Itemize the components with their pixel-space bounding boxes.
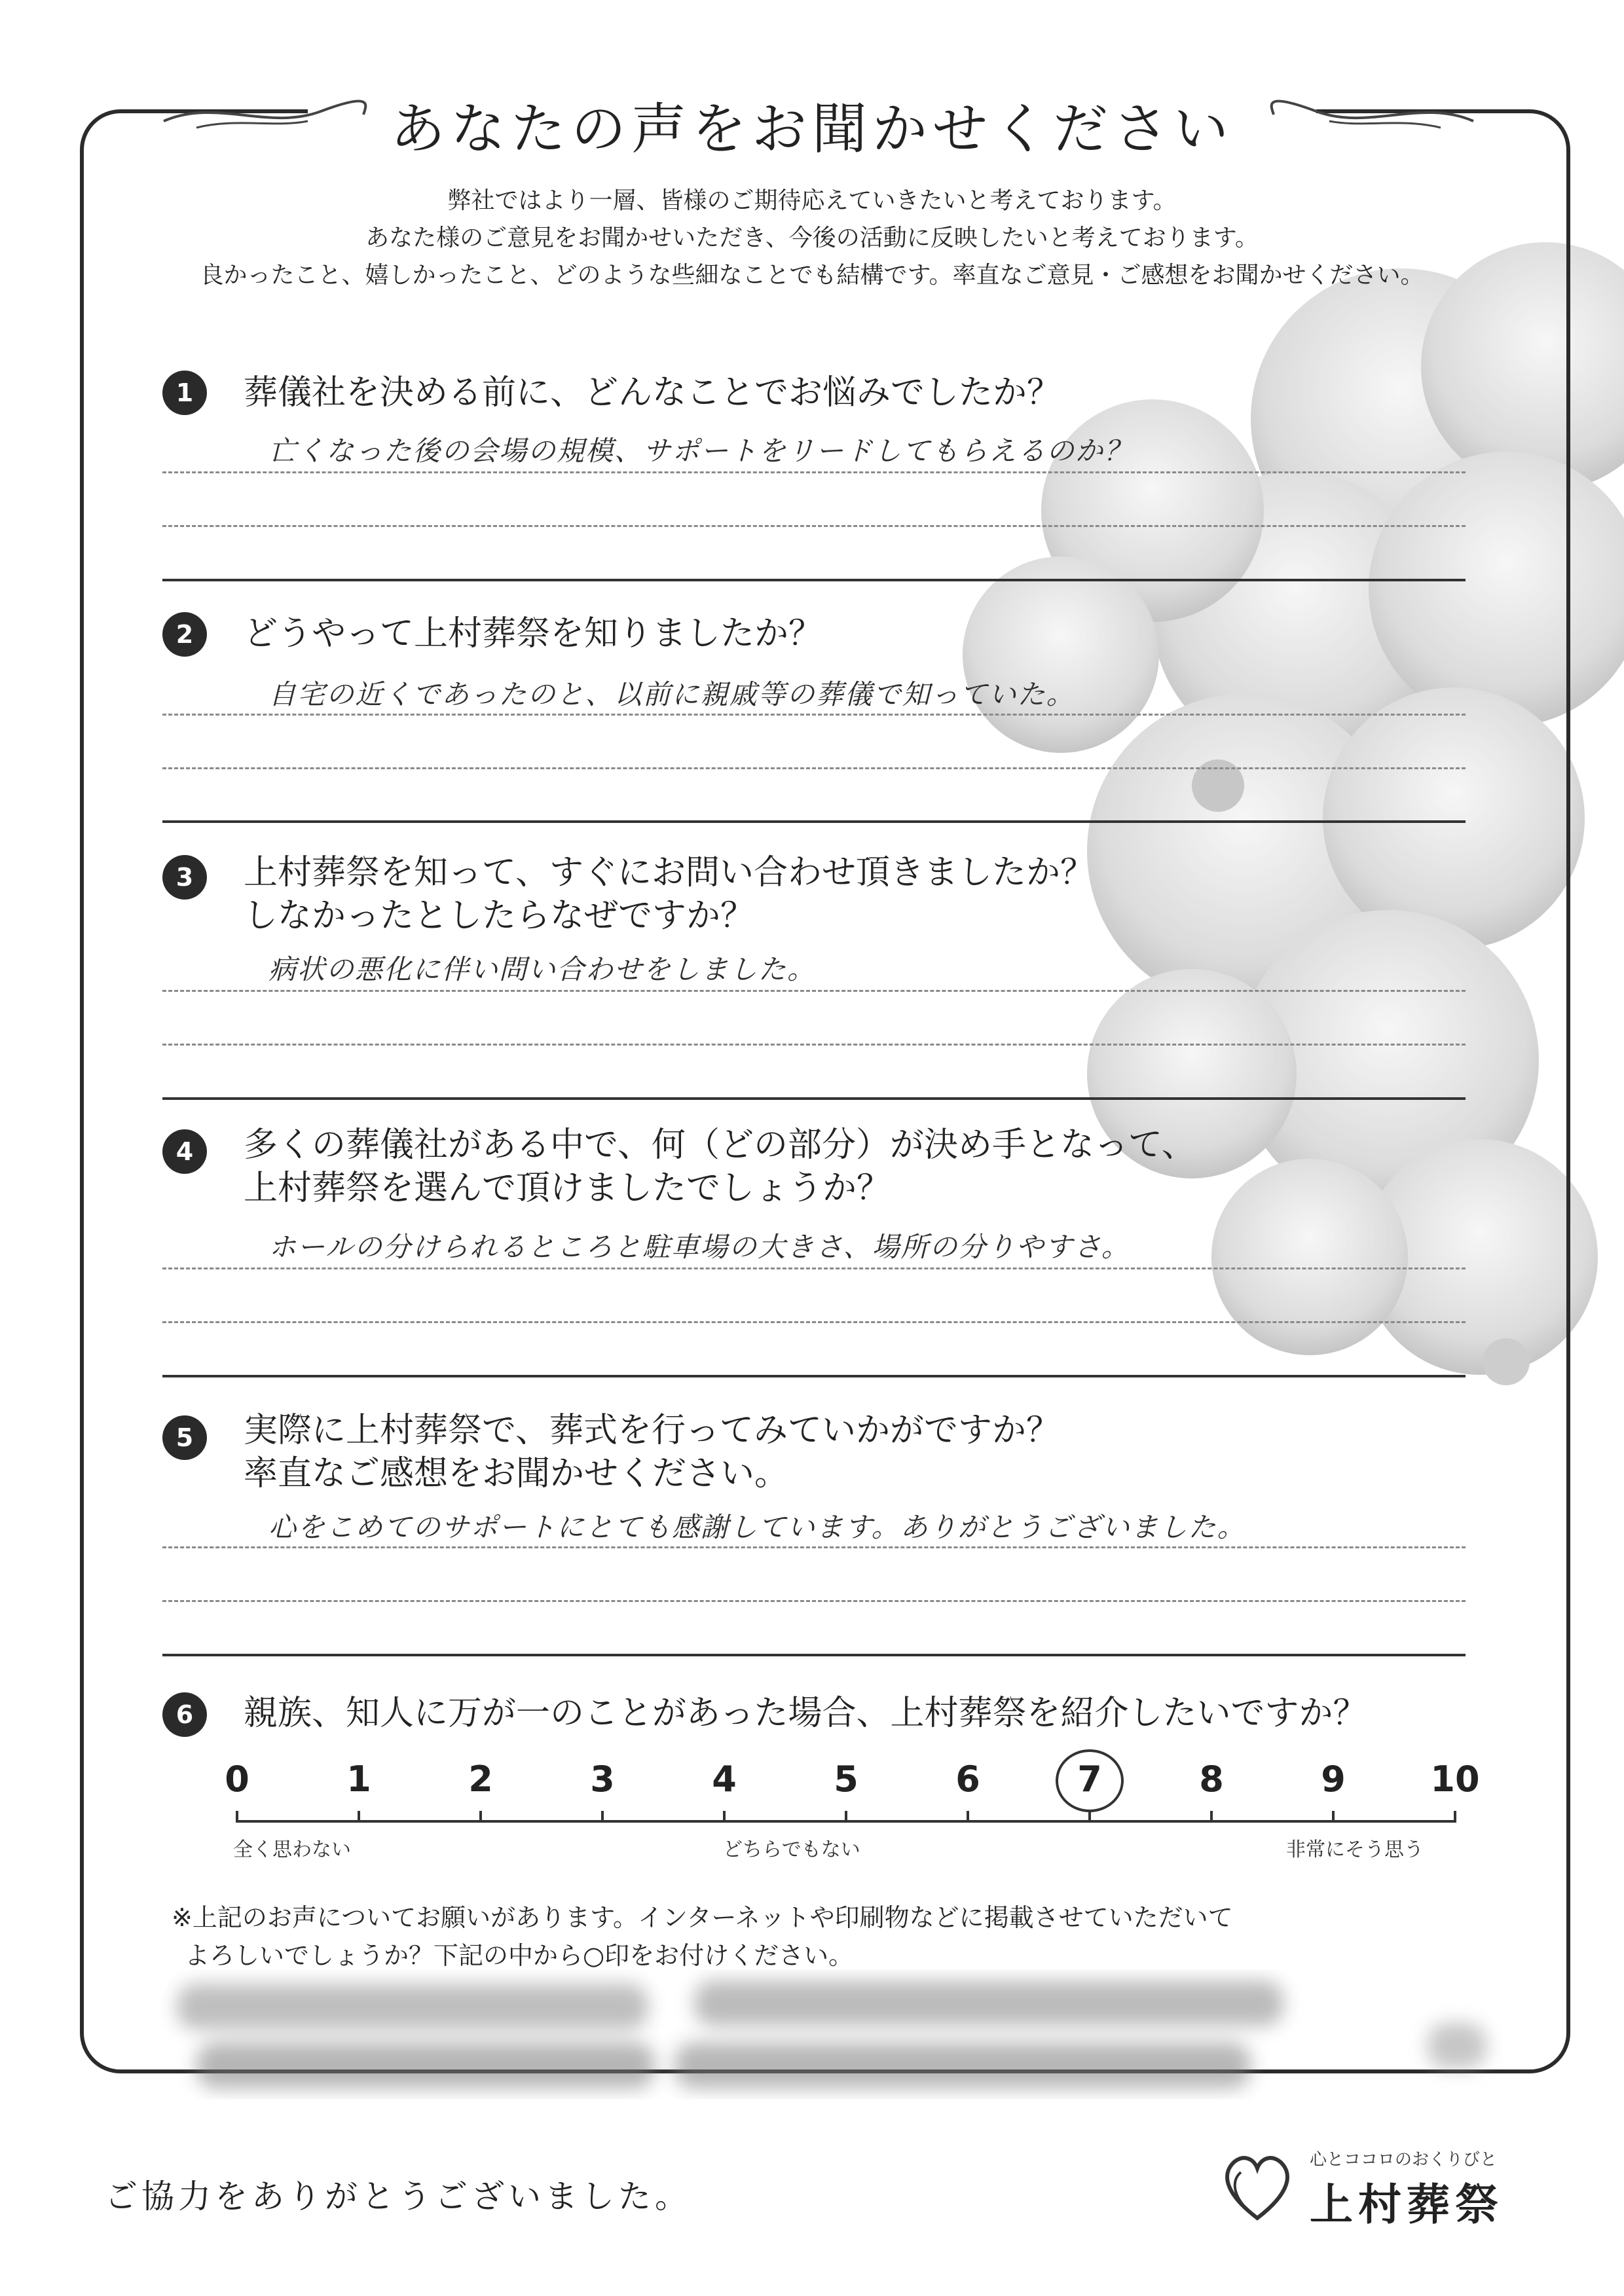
question-text: 親族、知人に万が一のことがあった場合、上村葬祭を紹介したいですか？ — [244, 1694, 1367, 1733]
answer-text: 亡くなった後の会場の規模、サポートをリードしてもらえるのか？ — [268, 435, 1134, 467]
question-line: 葬儀社を決める前に、どんなことでお悩みでしたか？ — [244, 373, 1061, 412]
logo-name: 上村葬祭 — [1310, 2179, 1504, 2230]
scale-label-mid: どちらでもない — [723, 1838, 860, 1861]
rating-option-10[interactable]: 10 — [1430, 1758, 1480, 1800]
question-line: 上村葬祭を選んで頂けましたでしょうか？ — [244, 1169, 891, 1208]
heart-logo-icon — [1218, 2147, 1297, 2226]
rating-option-3[interactable]: 3 — [590, 1758, 615, 1800]
answer-text: 自宅の近くであったのと、以前に親戚等の葬儀で知っていた。 — [268, 678, 1075, 710]
answer-text: 病状の悪化に伴い問い合わせをしました。 — [268, 953, 817, 985]
note-line: ※上記のお声についてお願いがあります。インターネットや印刷物などに掲載させていただいて — [172, 1903, 1233, 1932]
intro-line: 弊社ではより一層、皆様のご期待応えていきたいと考えております。 — [447, 187, 1177, 214]
thanks-message: ご協力をありがとうございました。 — [105, 2178, 692, 2215]
rating-option-6[interactable]: 6 — [955, 1758, 980, 1800]
company-logo — [1218, 2141, 1559, 2239]
note-line: よろしいでしょうか？下記の中から○印をお付けください。 — [185, 1941, 854, 1970]
question-number: 6 — [162, 1692, 207, 1737]
scale-label-low: 全く思わない — [233, 1838, 351, 1861]
question-number: 4 — [162, 1129, 207, 1174]
rating-option-5[interactable]: 5 — [834, 1758, 858, 1800]
answer-text: 心をこめてのサポートにとても感謝しています。ありがとうございました。 — [268, 1511, 1246, 1543]
rating-option-9[interactable]: 9 — [1321, 1758, 1346, 1800]
rating-option-1[interactable]: 1 — [346, 1758, 371, 1800]
rating-option-8[interactable]: 8 — [1199, 1758, 1224, 1800]
question-line: 率直なご感想をお聞かせください。 — [244, 1454, 789, 1493]
answer-text: ホールの分けられるところと駐車場の大きさ、場所の分りやすさ。 — [268, 1231, 1130, 1263]
question-line: 上村葬祭を知って、すぐにお問い合わせ頂きましたか？ — [244, 853, 1094, 892]
question-line: しなかったとしたらなぜですか？ — [244, 896, 755, 936]
question-line: どうやって上村葬祭を知りましたか？ — [244, 614, 823, 653]
question-number: 5 — [162, 1415, 207, 1460]
intro-line: あなた様のご意見をお聞かせいただき、今後の活動に反映したいと考えております。 — [365, 225, 1259, 251]
question-number: 2 — [162, 612, 207, 657]
scale-label-high: 非常にそう思う — [1286, 1838, 1424, 1861]
rating-option-7[interactable]: 7 — [1077, 1758, 1102, 1800]
rating-option-4[interactable]: 4 — [712, 1758, 737, 1800]
question-number: 3 — [162, 855, 207, 900]
rating-option-0[interactable]: 0 — [225, 1758, 249, 1800]
logo-tagline: 心とココロのおくりびと — [1310, 2150, 1498, 2170]
rating-option-2[interactable]: 2 — [468, 1758, 493, 1800]
intro-line: 良かったこと、嬉しかったこと、どのような些細なことでも結構です。率直なご意見・ご感想をお聞かせください。 — [200, 262, 1424, 289]
page-title: あなたの声をお聞かせください — [390, 97, 1234, 161]
question-line: 実際に上村葬祭で、葬式を行ってみていかがですか？ — [244, 1411, 1060, 1450]
question-number: 1 — [162, 371, 207, 415]
question-line: 多くの葬儀社がある中で、何（どの部分）が決め手となって、 — [244, 1125, 1196, 1165]
